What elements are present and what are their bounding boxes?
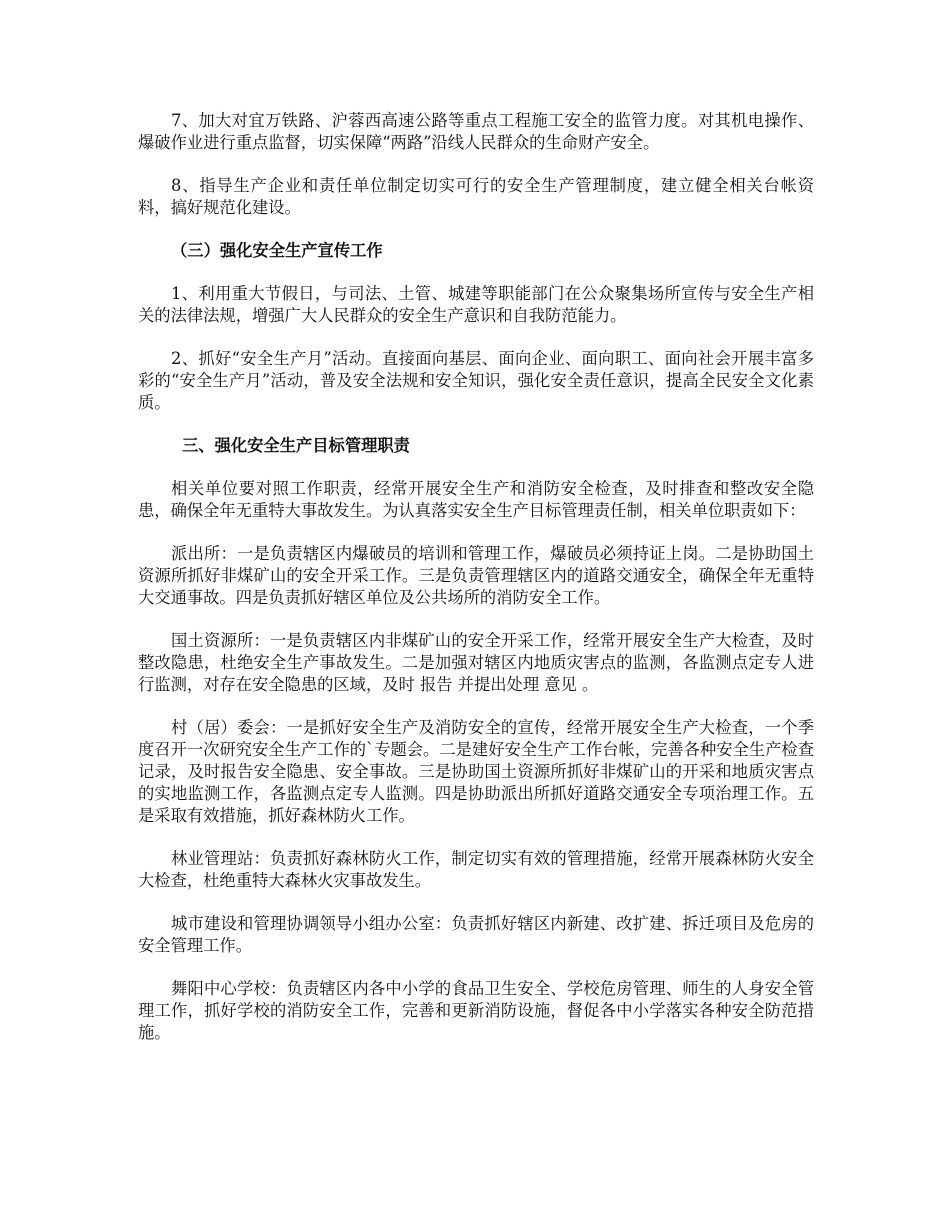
document-page xyxy=(138,110,814,1065)
paragraph-land-resources: 国土资源所：一是负责辖区内非煤矿山的安全开采工作，经常开展安全生产大检查，及时整改隐患，杜绝安全生产事故发生。二是加强对辖区内地质灾害点的监测，各监测点定专人进行监测，对存在安全隐患的区域，及时 报告 并提出处理 意见 。 xyxy=(138,631,814,694)
paragraph-item-8: 8、指导生产企业和责任单位制定切实可行的安全生产管理制度，建立健全相关台帐资料，搞好规范化建设。 xyxy=(138,176,814,217)
paragraph-village-committee: 村（居）委会：一是抓好安全生产及消防安全的宣传，经常开展安全生产大检查，一个季度召开一次研究安全生产工作的`专题会。二是建好安全生产工作台帐，完善各种安全生产检查记录，及时报告安全隐患、安全事故。三是协助国土资源所抓好非煤矿山的开采和地质灾害点的实地监测工作，各监测点定专人监测。四是协助派出所抓好道路交通安全专项治理工作。五是采取有效措施，抓好森林防火工作。 xyxy=(138,718,814,825)
section-heading-responsibilities: 三、强化安全生产目标管理职责 xyxy=(182,436,410,455)
paragraph-forestry-station: 林业管理站：负责抓好森林防火工作，制定切实有效的管理措施，经常开展森林防火安全大检查，杜绝重特大森林火灾事故发生。 xyxy=(138,849,814,890)
paragraph-police-station: 派出所：一是负责辖区内爆破员的培训和管理工作，爆破员必须持证上岗。二是协助国土资源所抓好非煤矿山的安全开采工作。三是负责管理辖区内的道路交通安全，确保全年无重特大交通事故。四是负责抓好辖区单位及公共场所的消防安全工作。 xyxy=(138,544,814,607)
paragraph-responsibilities-intro: 相关单位要对照工作职责，经常开展安全生产和消防安全检查，及时排查和整改安全隐患，确保全年无重特大事故发生。为认真落实安全生产目标管理责任制，相关单位职责如下： xyxy=(138,479,814,520)
paragraph-central-school: 舞阳中心学校：负责辖区内各中小学的食品卫生安全、学校危房管理、师生的人身安全管理工作，抓好学校的消防安全工作，完善和更新消防设施，督促各中小学落实各种安全防范措施。 xyxy=(138,979,814,1042)
paragraph-urban-construction: 城市建设和管理协调领导小组办公室：负责抓好辖区内新建、改扩建、拆迁项目及危房的安全管理工作。 xyxy=(138,914,814,955)
paragraph-publicity-1: 1、利用重大节假日，与司法、土管、城建等职能部门在公众聚集场所宣传与安全生产相关的法律法规，增强广大人民群众的安全生产意识和自我防范能力。 xyxy=(138,284,814,325)
section-heading-publicity: （三）强化安全生产宣传工作 xyxy=(171,241,383,260)
paragraph-publicity-2: 2、抓好“安全生产月”活动。直接面向基层、面向企业、面向职工、面向社会开展丰富多彩的“安全生产月”活动，普及安全法规和安全知识，强化安全责任意识，提高全民安全文化素质。 xyxy=(138,349,814,412)
paragraph-item-7: 7、加大对宜万铁路、沪蓉西高速公路等重点工程施工安全的监管力度。对其机电操作、爆破作业进行重点监督，切实保障“两路”沿线人民群众的生命财产安全。 xyxy=(138,111,814,152)
